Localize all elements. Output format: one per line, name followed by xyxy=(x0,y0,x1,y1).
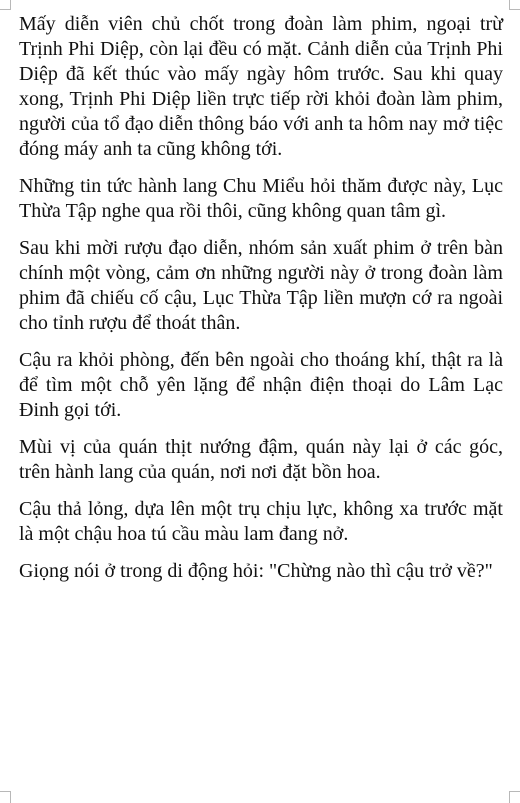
crop-mark-top-left xyxy=(0,9,10,10)
crop-mark-bottom-right xyxy=(510,791,520,792)
crop-mark-top-right xyxy=(509,0,510,10)
crop-mark-top-right xyxy=(510,9,520,10)
paragraph-2: Những tin tức hành lang Chu Miểu hỏi thăm được này, Lục Thừa Tập nghe qua rồi thôi, cũng không quan tâm gì. xyxy=(19,175,503,222)
paragraph-7: Giọng nói ở trong di động hỏi: "Chừng nào thì cậu trở về?" xyxy=(19,560,493,582)
crop-mark-bottom-left xyxy=(10,791,11,803)
crop-mark-bottom-left xyxy=(0,791,10,792)
paragraph-1: Mấy diễn viên chủ chốt trong đoàn làm phim, ngoại trừ Trịnh Phi Diệp, còn lại đều có mặt. Cảnh diễn của Trịnh Phi Diệp đã kết thúc vào mấy ngày hôm trước. Sau khi quay xong, Trịnh Phi Diệp liền trực tiếp rời khỏi đoàn làm phim, người của tổ đạo diễn thông báo với anh ta hôm nay mở tiệc đóng máy anh ta cũng không tới. xyxy=(19,13,503,160)
paragraph-6: Cậu thả lỏng, dựa lên một trụ chịu lực, không xa trước mặt là một chậu hoa tú cầu màu lam đang nở. xyxy=(19,498,503,545)
paragraph-4: Cậu ra khỏi phòng, đến bên ngoài cho thoáng khí, thật ra là để tìm một chỗ yên lặng để nhận điện thoại do Lâm Lạc Đinh gọi tới. xyxy=(19,349,503,421)
body-text xyxy=(19,12,503,596)
paragraph-3: Sau khi mời rượu đạo diễn, nhóm sản xuất phim ở trên bàn chính một vòng, cảm ơn những người này ở trong đoàn làm phim đã chiếu cố cậu, Lục Thừa Tập liền mượn cớ ra ngoài cho tỉnh rượu để thoát thân. xyxy=(19,237,503,334)
crop-mark-top-left xyxy=(10,0,11,10)
crop-mark-bottom-right xyxy=(509,791,510,803)
paragraph-5: Mùi vị của quán thịt nướng đậm, quán này lại ở các góc, trên hành lang của quán, nơi nơi đặt bồn hoa. xyxy=(19,436,503,483)
